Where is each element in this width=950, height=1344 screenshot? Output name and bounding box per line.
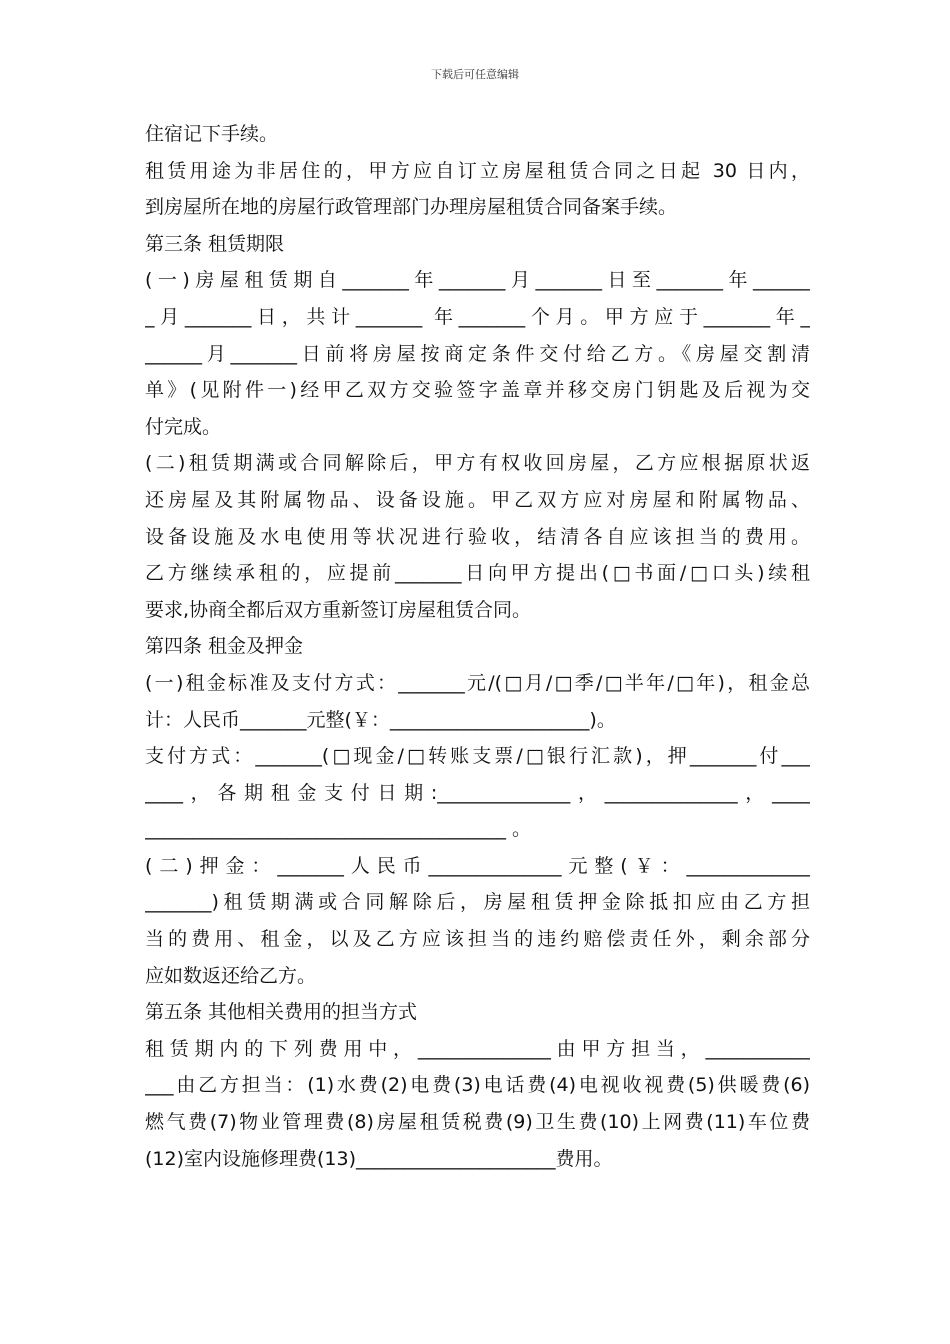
- text-line: (一)租金标准及支付方式：_______元/(□月/□季/□半年/□年)，租金总: [145, 671, 810, 694]
- text-line: 支付方式：_______(□现金/□转账支票/□银行汇款)，押_______付___: [145, 745, 810, 768]
- text-line: _月_______日，共计_______ 年_______个月。甲方应于_______年_: [145, 305, 810, 328]
- text-line: 应如数返还给乙方。: [145, 964, 317, 987]
- text-line: 要求,协商全都后双方重新签订房屋租赁合同。: [145, 598, 532, 621]
- text-line: (二)租赁期满或合同解除后，甲方有权收回房屋，乙方应根据原状返: [145, 452, 810, 475]
- text-line: 住宿记下手续。: [145, 123, 279, 145]
- text-line: (一)房屋租赁期自_______年_______月_______日至_______年______: [145, 269, 810, 292]
- contract-body: [145, 116, 810, 1177]
- section-heading: 第四条 租金及押金: [145, 635, 304, 658]
- text-line: 付完成。: [145, 415, 222, 438]
- section-heading: 第五条 其他相关费用的担当方式: [145, 1001, 418, 1024]
- text-line: 还房屋及其附属物品、设备设施。甲乙双方应对房屋和附属物品、: [145, 488, 810, 511]
- text-line: _______)租赁期满或合同解除后，房屋租赁押金除抵扣应由乙方担: [145, 891, 810, 914]
- text-line: ______月_______日前将房屋按商定条件交付给乙方。《房屋交割清: [145, 342, 810, 365]
- text-line: 燃气费(7)物业管理费(8)房屋租赁税费(9)卫生费(10)上网费(11)车位费: [145, 1111, 810, 1134]
- text-line: 单》(见附件一)经甲乙双方交验签字盖章并移交房门钥匙及后视为交: [145, 379, 810, 402]
- text-line: 设备设施及水电使用等状况进行验收，结清各自应该担当的费用。: [145, 525, 810, 548]
- text-line: 乙方继续承租的，应提前_______日向甲方提出(□书面/□口头)续租: [145, 562, 810, 585]
- text-line: 计：人民币_______元整(￥：_____________________)。: [145, 708, 616, 731]
- text-line: 当的费用、租金，以及乙方应该担当的违约赔偿责任外，剩余部分: [145, 928, 810, 951]
- text-line: 到房屋所在地的房屋行政管理部门办理房屋租赁合同备案手续。: [145, 196, 678, 219]
- text-line: 租赁期内的下列费用中，______________由甲方担当，___________: [145, 1037, 810, 1060]
- text-line: ______________________________________ 。: [145, 818, 532, 841]
- section-heading: 第三条 租赁期限: [145, 232, 285, 255]
- text-line: ____，各期租金支付日期:______________，______________，____: [145, 781, 810, 804]
- text-line: 租赁用途为非居住的，甲方应自订立房屋租赁合同之日起 30 日内，: [145, 159, 810, 182]
- text-line: ___由乙方担当：(1)水费(2)电费(3)电话费(4)电视收视费(5)供暖费(6): [145, 1074, 810, 1097]
- page-header: 下载后可任意编辑: [431, 68, 519, 81]
- text-line: (二)押金：_______人民币______________元整(￥：_____________: [145, 854, 810, 877]
- text-line: (12)室内设施修理费(13)_____________________费用。: [145, 1147, 613, 1170]
